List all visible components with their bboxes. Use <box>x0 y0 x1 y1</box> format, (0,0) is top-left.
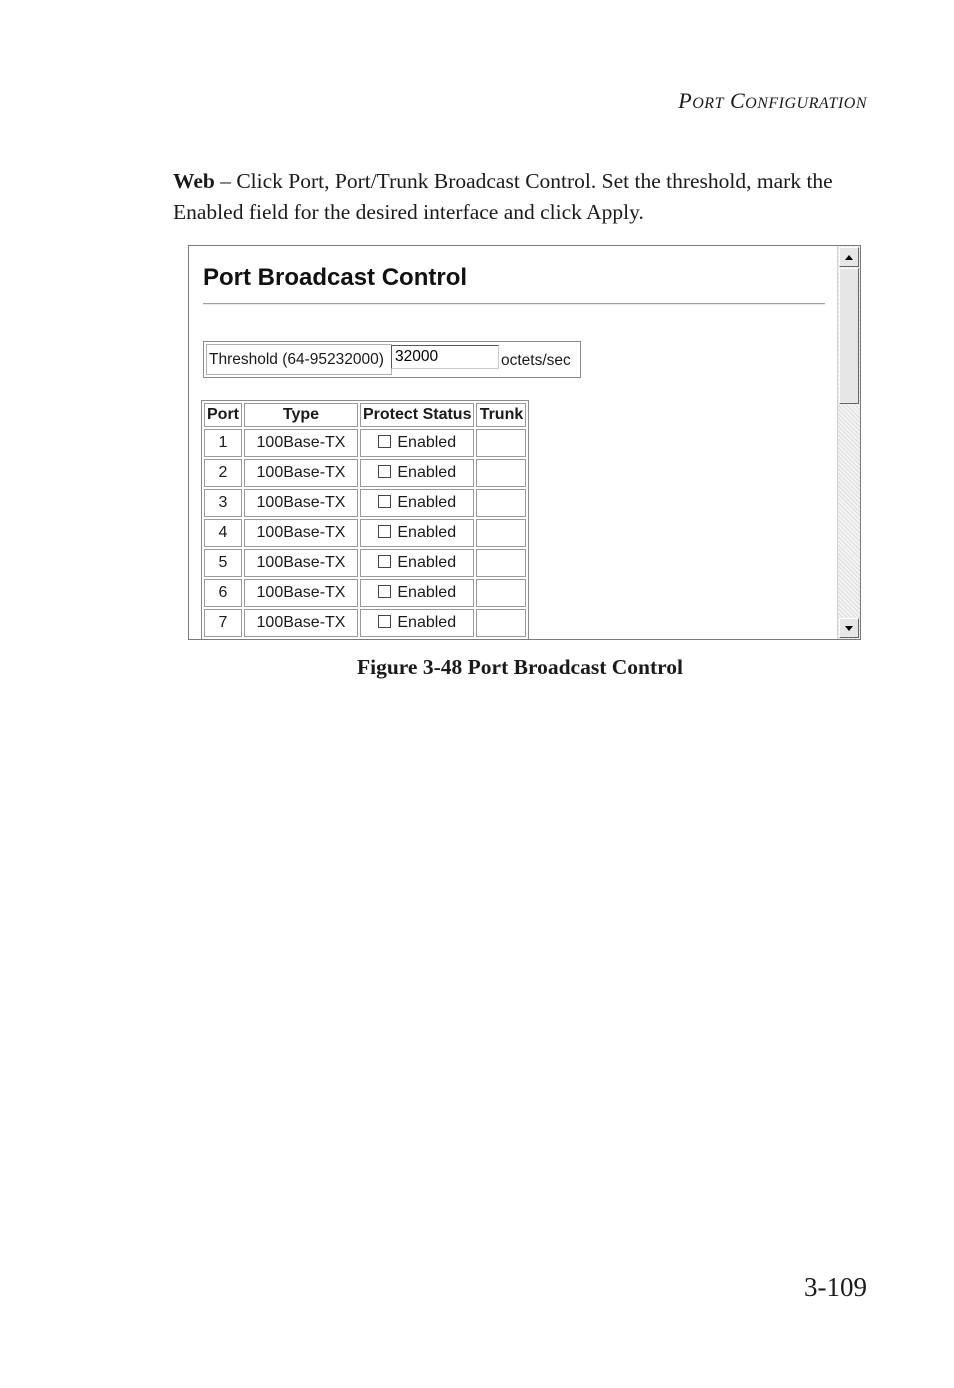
port-cell: 6 <box>204 579 242 607</box>
port-cell: 3 <box>204 489 242 517</box>
arrow-down-icon <box>845 626 853 631</box>
enabled-checkbox[interactable] <box>378 585 391 598</box>
table-header-row <box>204 403 526 427</box>
type-cell: 100Base-TX <box>244 549 358 577</box>
threshold-row <box>203 341 581 378</box>
enabled-checkbox[interactable] <box>378 435 391 448</box>
threshold-unit: octets/sec <box>501 352 571 369</box>
enabled-label: Enabled <box>397 524 457 541</box>
table-row <box>204 609 526 637</box>
enabled-label: Enabled <box>397 434 457 451</box>
header-rest-p: ORT <box>692 95 724 112</box>
column-header-type: Type <box>244 403 358 427</box>
port-cell: 5 <box>204 549 242 577</box>
protect-status-cell <box>360 429 474 457</box>
trunk-cell <box>476 579 526 607</box>
trunk-cell <box>476 549 526 577</box>
table-row <box>204 519 526 547</box>
page-title: Port Broadcast Control <box>203 264 468 291</box>
intro-text: – Click Port, Port/Trunk Broadcast Control. Set the threshold, mark the Enabled field for the desired interface and click Apply. <box>173 169 833 224</box>
running-header <box>678 88 867 114</box>
scroll-up-button[interactable] <box>839 247 859 267</box>
port-cell: 4 <box>204 519 242 547</box>
scroll-thumb[interactable] <box>839 268 859 404</box>
type-cell: 100Base-TX <box>244 609 358 637</box>
port-cell: 1 <box>204 429 242 457</box>
trunk-cell <box>476 519 526 547</box>
vertical-scrollbar[interactable] <box>837 246 860 639</box>
type-cell: 100Base-TX <box>244 489 358 517</box>
column-header-port: Port <box>204 403 242 427</box>
table-row <box>204 489 526 517</box>
header-rest-c: ONFIGURATION <box>745 95 867 112</box>
table-row <box>204 429 526 457</box>
table-row <box>204 459 526 487</box>
arrow-up-icon <box>845 255 853 260</box>
threshold-input[interactable] <box>391 345 499 369</box>
protect-status-cell <box>360 489 474 517</box>
type-cell: 100Base-TX <box>244 519 358 547</box>
table-row <box>204 549 526 577</box>
enabled-label: Enabled <box>397 554 457 571</box>
protect-status-cell <box>360 459 474 487</box>
trunk-cell <box>476 609 526 637</box>
column-header-protect-status: Protect Status <box>360 403 474 427</box>
port-cell: 2 <box>204 459 242 487</box>
page-number: 3-109 <box>804 1272 867 1302</box>
trunk-cell <box>476 489 526 517</box>
threshold-label: Threshold (64-95232000) <box>206 344 392 375</box>
figure-caption: Figure 3-48 Port Broadcast Control <box>356 655 684 679</box>
intro-lead: Web <box>173 169 215 193</box>
trunk-cell <box>476 429 526 457</box>
type-cell: 100Base-TX <box>244 579 358 607</box>
port-cell: 7 <box>204 609 242 637</box>
enabled-checkbox[interactable] <box>378 555 391 568</box>
enabled-checkbox[interactable] <box>378 615 391 628</box>
enabled-checkbox[interactable] <box>378 525 391 538</box>
title-divider <box>203 303 825 305</box>
screenshot-content <box>189 246 839 640</box>
enabled-label: Enabled <box>397 614 457 631</box>
trunk-cell <box>476 459 526 487</box>
enabled-label: Enabled <box>397 494 457 511</box>
ports-table-body <box>204 429 526 637</box>
type-cell: 100Base-TX <box>244 429 358 457</box>
ports-table <box>201 400 529 640</box>
enabled-checkbox[interactable] <box>378 495 391 508</box>
header-initial-p: P <box>678 88 693 113</box>
protect-status-cell <box>360 519 474 547</box>
enabled-label: Enabled <box>397 584 457 601</box>
enabled-checkbox[interactable] <box>378 465 391 478</box>
protect-status-cell <box>360 549 474 577</box>
intro-paragraph <box>173 166 873 228</box>
column-header-trunk: Trunk <box>476 403 526 427</box>
enabled-label: Enabled <box>397 464 457 481</box>
screenshot-frame <box>188 245 861 640</box>
protect-status-cell <box>360 609 474 637</box>
protect-status-cell <box>360 579 474 607</box>
header-initial-c: C <box>729 88 746 113</box>
type-cell: 100Base-TX <box>244 459 358 487</box>
scroll-down-button[interactable] <box>839 618 859 638</box>
table-row <box>204 579 526 607</box>
